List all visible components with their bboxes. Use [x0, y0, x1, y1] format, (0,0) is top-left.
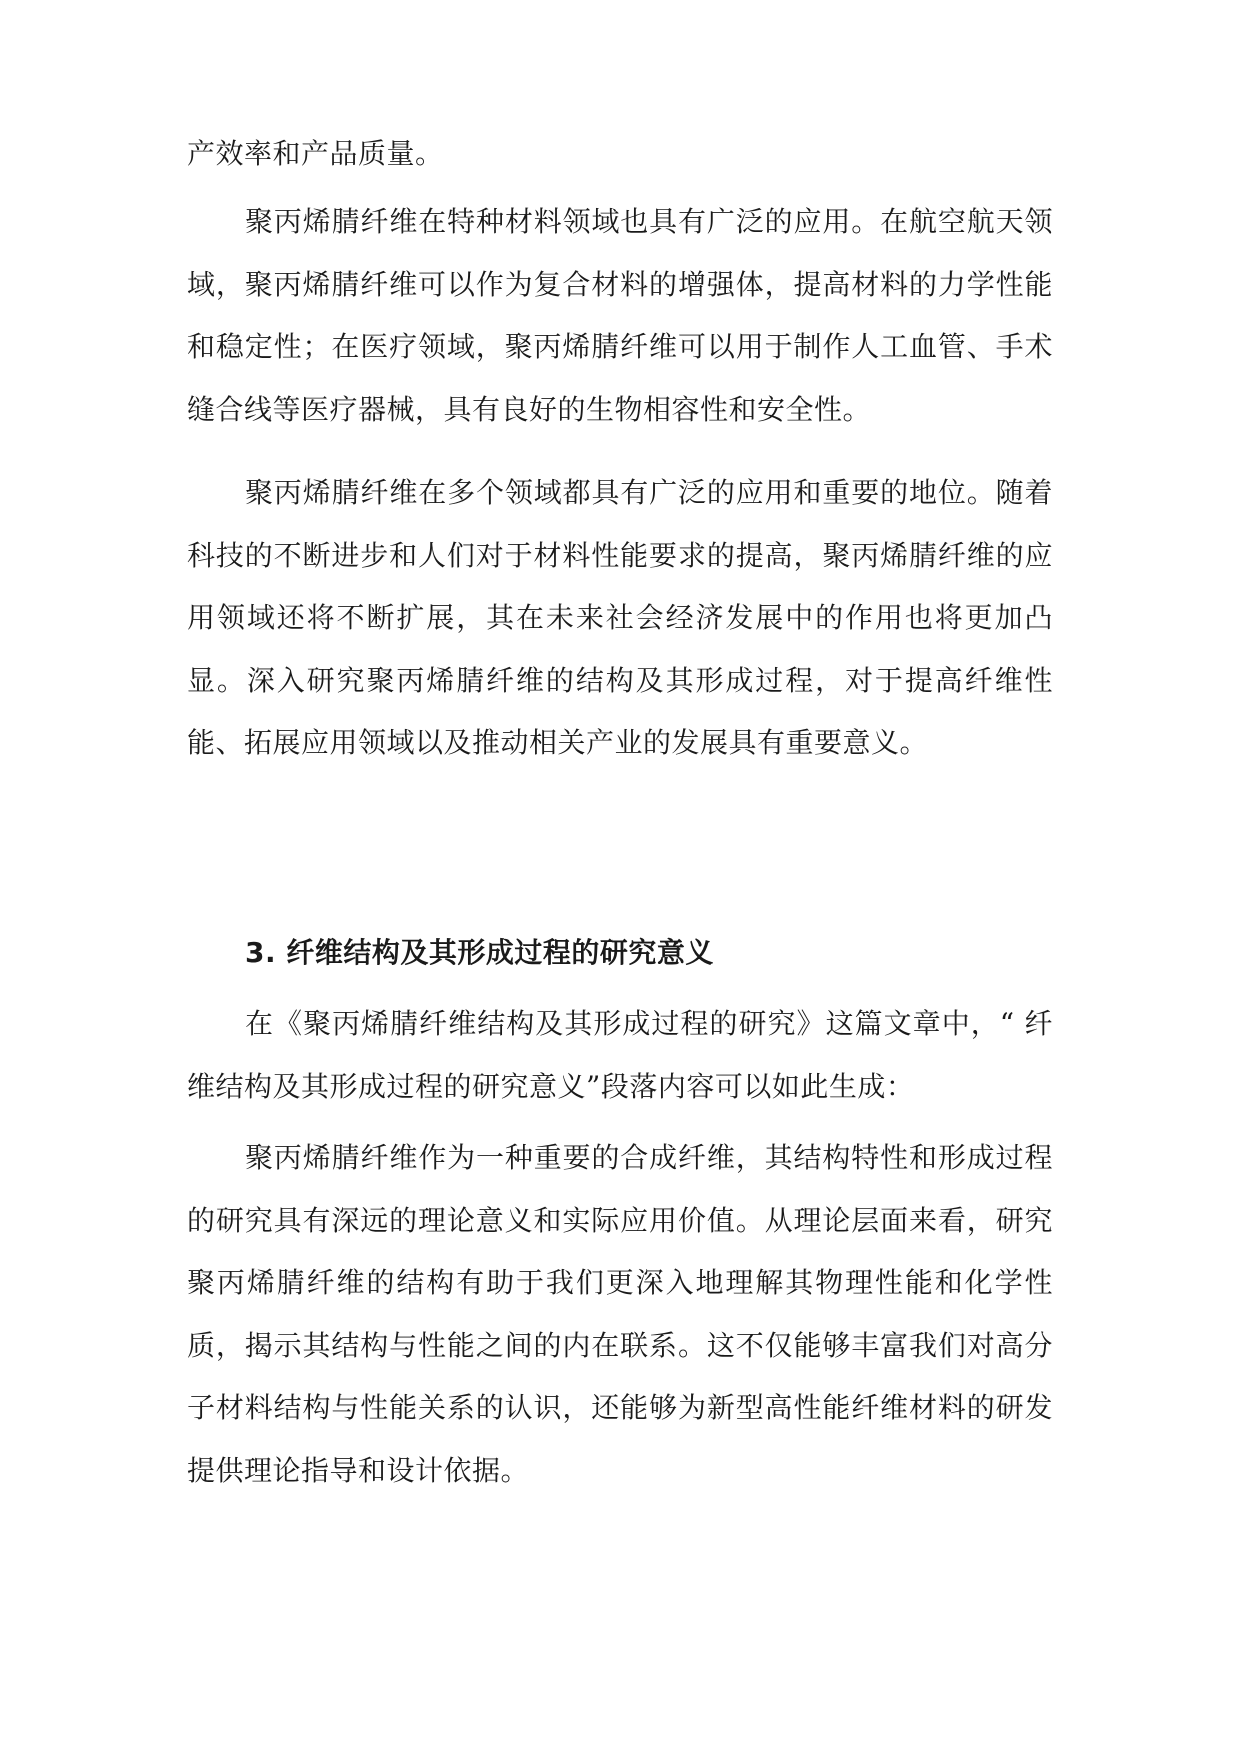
section-heading: 3. 纤维结构及其形成过程的研究意义 [245, 936, 714, 969]
paragraph-continuation: 产效率和产品质量。 [187, 137, 444, 170]
paragraph-applications-summary: 聚丙烯腈纤维在多个领域都具有广泛的应用和重要的地位。随着科技的不断进步和人们对于材料性能要求的提高，聚丙烯腈纤维的应用领域还将不断扩展，其在未来社会经济发展中的作用也将更加凸显。深入研究聚丙烯腈纤维的结构及其形成过程，对于提高纤维性能、拓展应用领域以及推动相关产业的发展具有重要意义。 [187, 476, 1053, 760]
paragraph-research-significance: 聚丙烯腈纤维作为一种重要的合成纤维，其结构特性和形成过程的研究具有深远的理论意义和实际应用价值。从理论层面来看，研究聚丙烯腈纤维的结构有助于我们更深入地理解其物理性能和化学性质，揭示其结构与性能之间的内在联系。这不仅能够丰富我们对高分子材料结构与性能关系的认识，还能够为新型高性能纤维材料的研发提供理论指导和设计依据。 [187, 1141, 1053, 1487]
paragraph-intro-generation: 在《聚丙烯腈纤维结构及其形成过程的研究》这篇文章中，“ 纤维结构及其形成过程的研究意义”段落内容可以如此生成： [187, 1007, 1053, 1103]
paragraph-special-materials: 聚丙烯腈纤维在特种材料领域也具有广泛的应用。在航空航天领域，聚丙烯腈纤维可以作为复合材料的增强体，提高材料的力学性能和稳定性；在医疗领域，聚丙烯腈纤维可以用于制作人工血管、手术缝合线等医疗器械，具有良好的生物相容性和安全性。 [187, 205, 1053, 426]
